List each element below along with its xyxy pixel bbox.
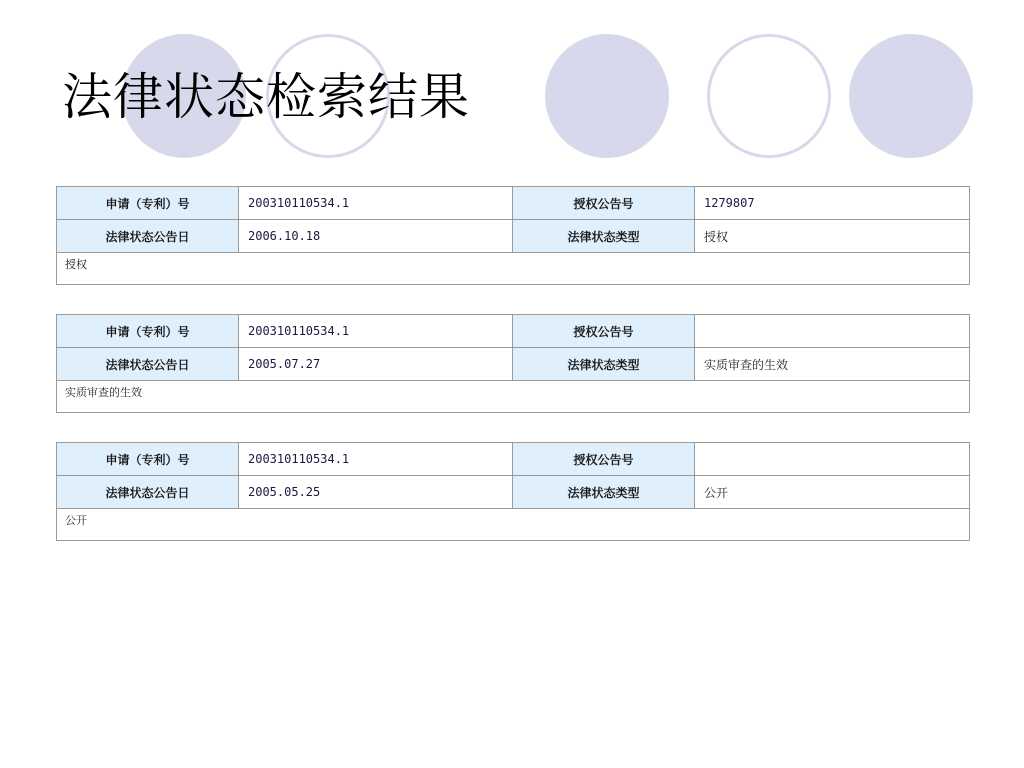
grant-pub-no-value [695,443,970,476]
app-no-label: 申请（专利）号 [57,187,239,220]
status-type-label: 法律状态类型 [513,476,695,509]
app-no-label: 申请（专利）号 [57,443,239,476]
page-title: 法律状态检索结果 [62,68,470,126]
grant-pub-no-label: 授权公告号 [513,187,695,220]
app-no-value: 200310110534.1 [239,315,513,348]
grant-pub-no-label: 授权公告号 [513,315,695,348]
status-type-value: 实质审查的生效 [695,348,970,381]
status-date-value: 2005.05.25 [239,476,513,509]
status-date-value: 2005.07.27 [239,348,513,381]
status-type-value: 授权 [695,220,970,253]
app-no-value: 200310110534.1 [239,443,513,476]
status-date-value: 2006.10.18 [239,220,513,253]
status-type-label: 法律状态类型 [513,220,695,253]
status-date-label: 法律状态公告日 [57,348,239,381]
status-type-value: 公开 [695,476,970,509]
legal-status-record [56,186,970,285]
status-note: 公开 [57,509,970,541]
legal-status-record [56,314,970,413]
app-no-label: 申请（专利）号 [57,315,239,348]
legal-status-record [56,442,970,541]
status-date-label: 法律状态公告日 [57,220,239,253]
app-no-value: 200310110534.1 [239,187,513,220]
status-note: 授权 [57,253,970,285]
decor-circle-filled [545,34,669,158]
decor-circle-filled [849,34,973,158]
grant-pub-no-value [695,315,970,348]
status-type-label: 法律状态类型 [513,348,695,381]
status-note: 实质审查的生效 [57,381,970,413]
grant-pub-no-value: 1279807 [695,187,970,220]
grant-pub-no-label: 授权公告号 [513,443,695,476]
decor-circle-ring [707,34,831,158]
status-date-label: 法律状态公告日 [57,476,239,509]
